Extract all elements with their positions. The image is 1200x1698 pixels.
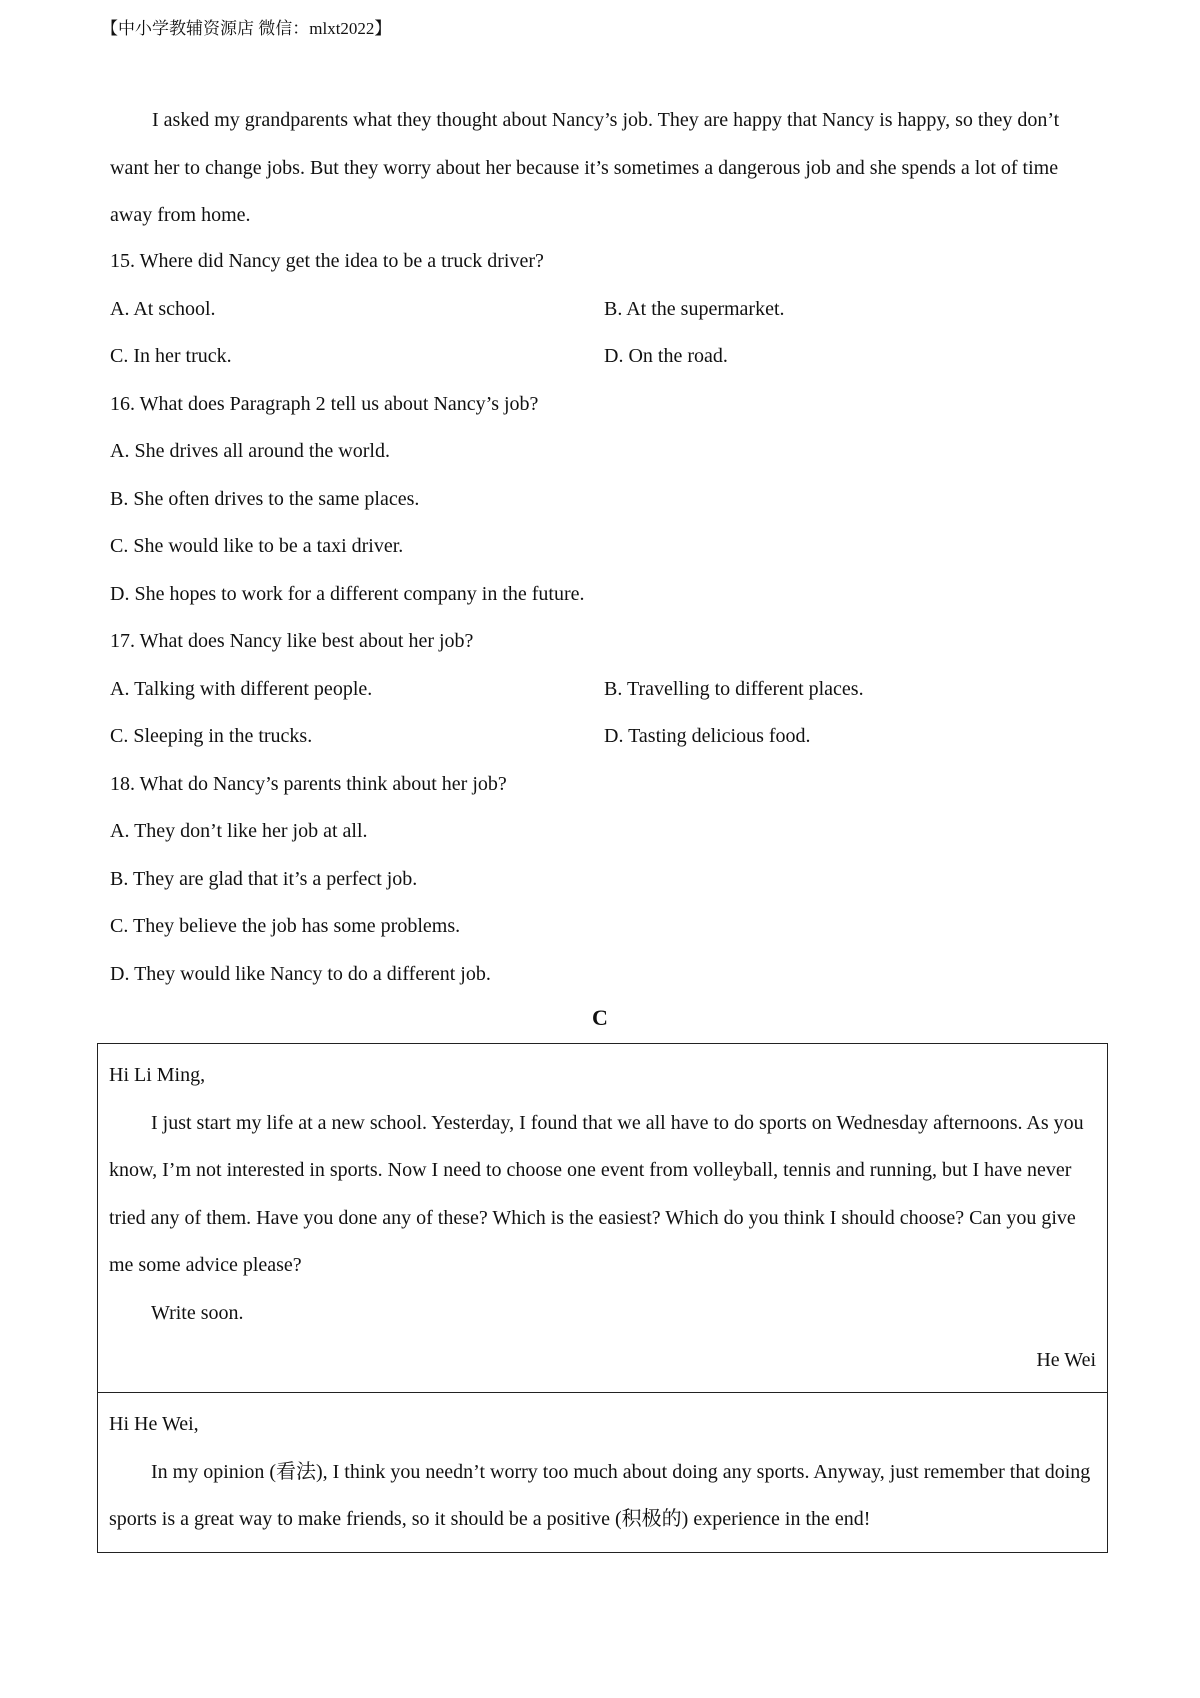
- question-15-row-1: [110, 286, 1110, 334]
- question-17-stem: 17. What does Nancy like best about her job?: [110, 630, 474, 652]
- question-17-option-a: A. Talking with different people.: [110, 677, 373, 700]
- question-17-option-c: C. Sleeping in the trucks.: [110, 725, 313, 747]
- question-18-stem: 18. What do Nancy’s parents think about her job?: [110, 772, 507, 795]
- question-16-option-b: B. She often drives to the same places.: [110, 487, 420, 510]
- question-16-stem: 16. What does Paragraph 2 tell us about Nancy’s job?: [110, 392, 539, 415]
- question-17-option-b: B. Travelling to different places.: [604, 677, 864, 700]
- question-15-option-a: A. At school.: [110, 297, 216, 320]
- question-17-option-d: D. Tasting delicious food.: [604, 725, 811, 747]
- question-17-row-1: [110, 666, 1110, 714]
- letter1-greeting: Hi Li Ming,: [109, 1064, 206, 1086]
- passage-paragraph: I asked my grandparents what they thought about Nancy’s job. They are happy that Nancy is happy, so they don’t want her to change jobs. But they worry about her because it’s sometimes a dangerous job and she spends a lot of time away from home.: [110, 109, 1060, 226]
- question-18-option-a: A. They don’t like her job at all.: [110, 820, 368, 842]
- letter1-body: I just start my life at a new school. Yesterday, I found that we all have to do sports on Wednesday afternoons. As you know, I’m not interested in sports. Now I need to choose one event from volleyball, tennis and running, but I have never tried any of them. Have you done any of these? Which is the easiest? Which do you think I should choose? Can you give me some advice please?: [109, 1111, 1084, 1276]
- section-c-label: C: [592, 1005, 608, 1030]
- question-15-stem: 15. Where did Nancy get the idea to be a truck driver?: [110, 250, 544, 272]
- question-16-option-a: A. She drives all around the world.: [110, 440, 390, 462]
- header-note: 【中小学教辅资源店 微信：mlxt2022】: [101, 19, 392, 38]
- letter2-greeting: Hi He Wei,: [109, 1413, 199, 1435]
- question-18-option-c: C. They believe the job has some problems.: [110, 915, 461, 937]
- question-16-option-d: D. She hopes to work for a different company in the future.: [110, 582, 585, 605]
- question-15-row-2: [110, 333, 1110, 381]
- question-16-option-c: C. She would like to be a taxi driver.: [110, 535, 404, 557]
- letter1-closing: Write soon.: [151, 1301, 244, 1324]
- passage: [110, 97, 1100, 240]
- question-15-option-b: B. At the supermarket.: [604, 297, 785, 320]
- letters-box: [97, 1043, 1108, 1553]
- letter1-signature: He Wei: [1036, 1349, 1096, 1371]
- question-18-option-d: D. They would like Nancy to do a different job.: [110, 962, 491, 985]
- letter2-body: In my opinion (看法), I think you needn’t worry too much about doing any sports. Anyway, just remember that doing sports is a great way to make friends, so it should be a positive (积极的) experience in the end!: [109, 1460, 1091, 1530]
- questions: [110, 238, 1110, 998]
- question-15-option-d: D. On the road.: [604, 345, 728, 367]
- question-17-row-2: [110, 713, 1110, 761]
- letter-to-he-wei: [98, 1393, 1107, 1552]
- letter-from-he-wei: [98, 1044, 1107, 1393]
- question-18-option-b: B. They are glad that it’s a perfect job.: [110, 867, 418, 890]
- question-15-option-c: C. In her truck.: [110, 345, 232, 367]
